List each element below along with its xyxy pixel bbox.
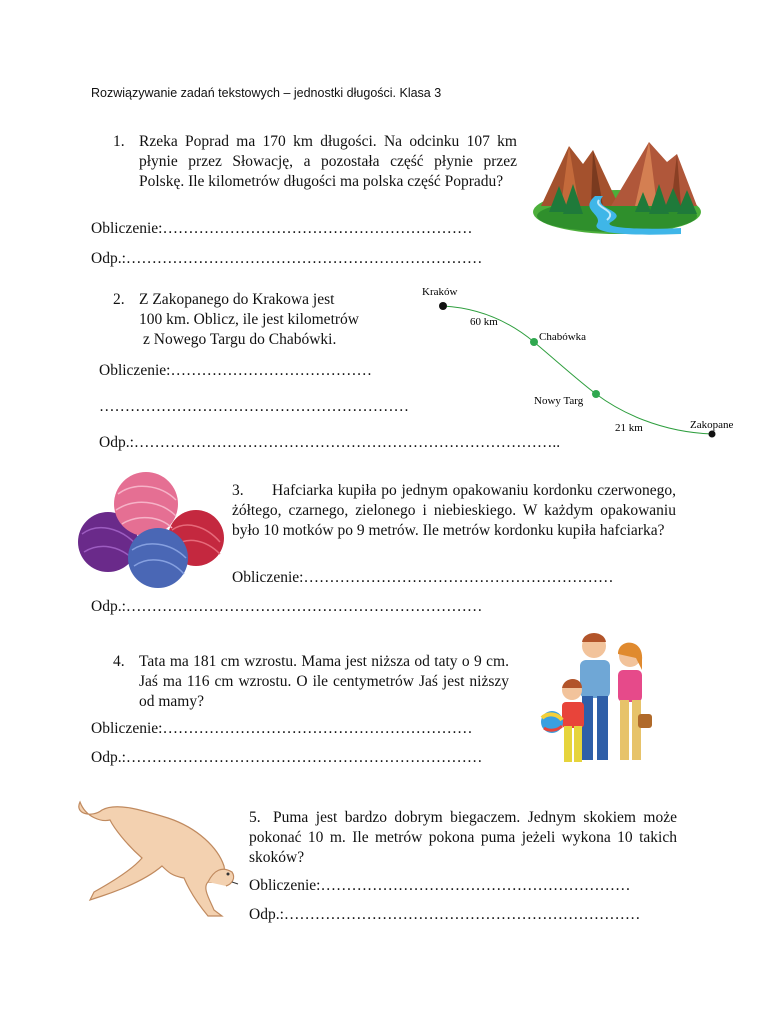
- puma-illustration: [72, 788, 242, 920]
- route-map-diagram: [420, 282, 750, 442]
- calc-label: Obliczenie:: [99, 362, 171, 379]
- calc-answer-field[interactable]: ……………………………………………………: [162, 720, 473, 737]
- task-4-number: 4.: [113, 653, 125, 670]
- family-illustration: [538, 630, 674, 770]
- answer-field[interactable]: ……………………………………………………………: [125, 598, 483, 615]
- task-5-text: Puma jest bardzo dobrym biegaczem. Jednym skokiem może pokonać 10 m. Ile metrów pokona puma jeżeli wykona 10 takich skoków?: [249, 809, 677, 866]
- calc-answer-field[interactable]: ……………………………………………………: [320, 877, 631, 894]
- calc-label: Obliczenie:: [249, 877, 321, 894]
- city-label-chabowka: Chabówka: [539, 331, 587, 343]
- calc-label: Obliczenie:: [91, 720, 163, 737]
- task-4-answer-line: [91, 749, 482, 767]
- task-5-answer-line: [249, 906, 640, 924]
- task-3-answer-line: [91, 598, 482, 616]
- yarn-balls-illustration: [76, 470, 226, 588]
- task-2-text-line-2: 100 km. Oblicz, ile jest kilometrów: [139, 311, 359, 328]
- task-2-extra-calc-line[interactable]: ……………………………………………………: [99, 398, 409, 415]
- answer-field[interactable]: ……………………………………………………………: [125, 250, 483, 267]
- calc-label: Obliczenie:: [91, 220, 163, 237]
- city-label-zakopane: Zakopane: [690, 419, 734, 431]
- answer-label: Odp.:: [249, 906, 284, 923]
- calc-label: Obliczenie:: [232, 569, 304, 586]
- zakopane-point: [709, 431, 716, 438]
- task-1-text: Rzeka Poprad ma 170 km długości. Na odcinku 107 km płynie przez Słowację, a pozostała część płynie przez Polskę. Ile kilometrów długości ma polska część Popradu?: [139, 133, 517, 190]
- task-2-number: 2.: [113, 291, 125, 308]
- river-mountains-illustration: [531, 126, 703, 238]
- task-4-text: Tata ma 181 cm wzrostu. Mama jest niższa od taty o 9 cm. Jaś ma 116 cm wzrostu. O ile centymetrów Jaś jest niższy od mamy?: [139, 653, 509, 710]
- task-2-text-line-1: Z Zakopanego do Krakowa jest: [139, 291, 335, 308]
- answer-field[interactable]: ……………………………………………………………: [283, 906, 641, 923]
- task-5-number: 5.: [249, 809, 261, 826]
- calc-answer-field[interactable]: ……………………………………………………: [162, 220, 473, 237]
- answer-field[interactable]: ………………………………………………………………………..: [133, 434, 561, 451]
- task-3-calc-line: [232, 569, 613, 587]
- answer-label: Odp.:: [91, 250, 126, 267]
- task-5-calc-line: [249, 877, 630, 895]
- task-1-answer-line: [91, 250, 482, 268]
- task-3-text: Hafciarka kupiła po jednym opakowaniu kordonku czerwonego, żółtego, czarnego, zielonego i niebieskiego. W każdym opakowaniu było 10 motków po 9 metrów. Ile metrów kordonku kupiła hafciarka?: [232, 482, 676, 539]
- nowy-targ-point: [592, 390, 600, 398]
- answer-label: Odp.:: [91, 598, 126, 615]
- krakow-point: [439, 302, 447, 310]
- calc-answer-field[interactable]: …………………………………: [170, 362, 372, 379]
- answer-label: Odp.:: [99, 434, 134, 451]
- segment-label-21km: 21 km: [615, 422, 643, 434]
- segment-label-60km: 60 km: [470, 316, 498, 328]
- answer-field[interactable]: ……………………………………………………………: [125, 749, 483, 766]
- task-1-number: 1.: [113, 133, 125, 150]
- task-2-answer-line: [99, 434, 560, 452]
- task-1-calc-line: [91, 220, 472, 238]
- task-3-number: 3.: [232, 482, 244, 499]
- task-2-calc-line: [99, 362, 372, 380]
- calc-answer-field[interactable]: ……………………………………………………: [303, 569, 614, 586]
- task-2-text-line-3: z Nowego Targu do Chabówki.: [143, 331, 337, 348]
- answer-label: Odp.:: [91, 749, 126, 766]
- chabowka-point: [530, 338, 538, 346]
- city-label-krakow: Kraków: [422, 286, 458, 298]
- page-title: Rozwiązywanie zadań tekstowych – jednostki długości. Klasa 3: [91, 86, 442, 100]
- city-label-nowy-targ: Nowy Targ: [534, 395, 584, 407]
- task-4-calc-line: [91, 720, 472, 738]
